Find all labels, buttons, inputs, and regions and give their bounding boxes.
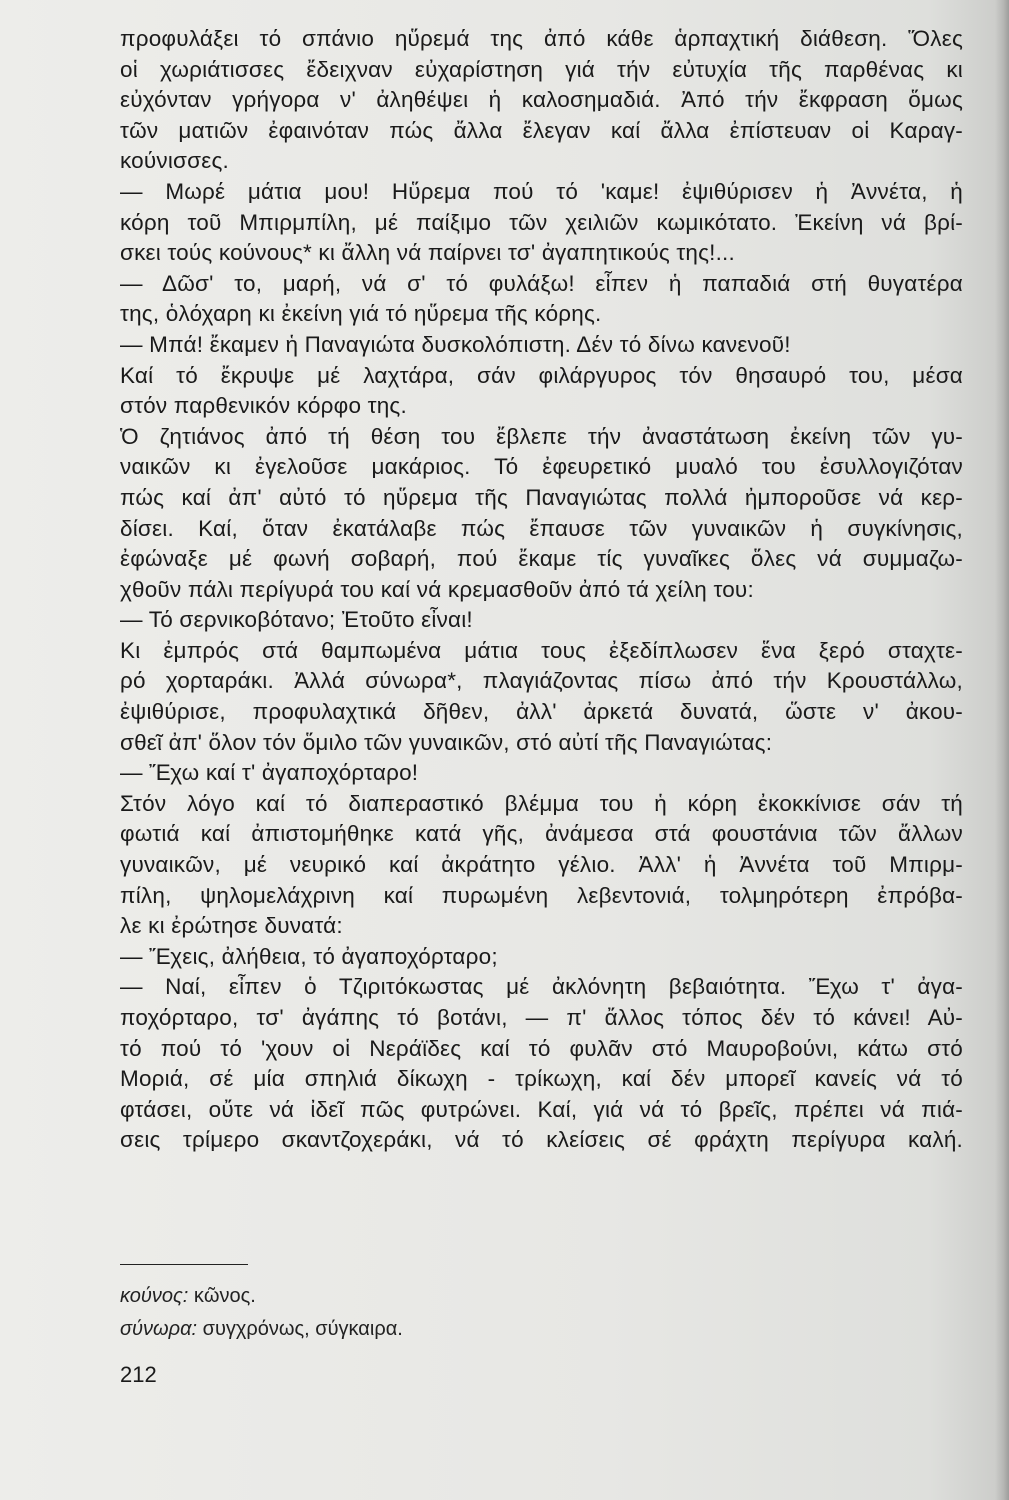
- text-line: — Δῶσ' το, μαρή, νά σ' τό φυλάξω! εἶπεν ἡ παπαδιά στή θυγατέρα: [120, 270, 963, 296]
- text-line: — Ἔχω καί τ' ἀγαποχόρταρο!: [120, 760, 419, 786]
- text-line: — Ἔχεις, ἀλήθεια, τό ἀγαποχόρταρο;: [120, 943, 498, 969]
- text-line: τό πού τό 'χουν οἱ Νεράϊδες καί τό φυλᾶν στό Μαυροβούνι, κάτω στό: [120, 1035, 963, 1061]
- text-line: σεις τρίμερο σκαντζοχεράκι, νά τό κλείσεις σέ φράχτη περίγυρα καλή.: [120, 1127, 963, 1153]
- text-line: γυναικῶν, μέ νευρικό καί ἀκράτητο γέλιο. Ἀλλ' ἡ Ἀννέτα τοῦ Μπιρμ-: [120, 852, 963, 878]
- text-line: — Μωρέ μάτια μου! Ηὕρεμα πού τό 'καμε! ἐψιθύρισεν ἡ Ἀννέτα, ἡ: [120, 178, 963, 204]
- text-line: στόν παρθενικόν κόρφο της.: [120, 393, 407, 419]
- footnotes: [120, 1280, 403, 1346]
- text-line: ρό χορταράκι. Ἀλλά σύνωρα*, πλαγιάζοντας πίσω ἀπό τήν Κρουστάλλω,: [120, 668, 963, 694]
- text-line: κούνισσες.: [120, 148, 229, 174]
- text-line: ἐφώναξε μέ φωνή σοβαρή, πού ἔκαμε τίς γυναῖκες ὅλες νά συμμαζω-: [120, 546, 963, 572]
- text-line: οἱ χωριάτισσες ἔδειχναν εὐχαρίστηση γιά τήν εὐτυχία τῆς παρθένας κι: [120, 56, 963, 82]
- footnote-definition: συγχρόνως, σύγκαιρα.: [202, 1318, 403, 1340]
- footnote-term: κούνος:: [120, 1285, 189, 1307]
- text-line: — Ναί, εἶπεν ὁ Τζιριτόκωστας μέ ἀκλόνητη βεβαιότητα. Ἔχω τ' ἀγα-: [120, 974, 963, 1000]
- text-line: προφυλάξει τό σπάνιο ηὕρεμά της ἀπό κάθε ἁρπαχτική διάθεση. Ὅλες: [120, 26, 963, 51]
- text-line: λε κι ἐρώτησε δυνατά:: [120, 913, 343, 939]
- text-line: τῶν ματιῶν ἐφαινόταν πώς ἄλλα ἔλεγαν καί ἄλλα ἐπίστευαν οἱ Καραγ-: [120, 117, 963, 143]
- text-line: κόρη τοῦ Μπιρμπίλη, μέ παίξιμο τῶν χειλιῶν κωμικότατο. Ἐκείνη νά βρί-: [120, 209, 963, 235]
- text-line: Μοριά, σέ μία σπηλιά δίκωχη - τρίκωχη, καί δέν μπορεῖ κανείς νά τό: [120, 1066, 963, 1092]
- footnote: [120, 1313, 403, 1346]
- footnote: [120, 1280, 403, 1313]
- footnote-definition: κῶνος.: [193, 1285, 256, 1307]
- text-line: πίλη, ψηλομελάχρινη καί πυρωμένη λεβεντονιά, τολμηρότερη ἐπρόβα-: [120, 882, 963, 908]
- footnote-term: σύνωρα:: [120, 1318, 198, 1340]
- text-line: Στόν λόγο καί τό διαπεραστικό βλέμμα του ἡ κόρη ἐκοκκίνισε σάν τή: [120, 790, 963, 816]
- text-line: Κι ἐμπρός στά θαμπωμένα μάτια τους ἐξεδίπλωσεν ἕνα ξερό σταχτε-: [120, 637, 963, 663]
- text-line: πώς καί ἀπ' αὐτό τό ηὕρεμα τῆς Παναγιώτας πολλά ἠμποροῦσε νά κερ-: [120, 484, 963, 510]
- page-edge-shadow: [995, 0, 1009, 1500]
- text-line: ἐψιθύρισε, προφυλαχτικά δῆθεν, ἀλλ' ἀρκετά δυνατά, ὥστε ν' ἀκου-: [120, 699, 963, 725]
- text-line: Ὁ ζητιάνος ἀπό τή θέση του ἔβλεπε τήν ἀναστάτωση ἐκείνη τῶν γυ-: [120, 423, 963, 449]
- text-line: εὐχόνταν γρήγορα ν' ἀληθέψει ἡ καλοσημαδιά. Ἀπό τήν ἔκφραση ὅμως: [120, 87, 963, 113]
- text-line: φωτιά καί ἀπιστομήθηκε κατά γῆς, ἀνάμεσα στά φουστάνια τῶν ἄλλων: [120, 821, 963, 847]
- text-line: ποχόρταρο, τσ' ἀγάπης τό βοτάνι, — π' ἄλλος τόπος δέν τό κάνει! Αὐ-: [120, 1005, 963, 1030]
- text-line: σθεῖ ἀπ' ὅλον τόν ὅμιλο τῶν γυναικῶν, στό αὐτί τῆς Παναγιώτας:: [120, 729, 773, 755]
- text-line: σκει τούς κούνους* κι ἄλλη νά παίρνει τσ' ἀγαπητικούς της!...: [120, 240, 735, 266]
- footnote-divider: [120, 1264, 248, 1265]
- text-line: — Τό σερνικοβότανο; Ἐτοῦτο εἶναι!: [120, 607, 473, 633]
- text-line: ναικῶν κι ἐγελοῦσε μακάριος. Τό ἐφευρετικό μυαλό του ἐσυλλογιζόταν: [120, 454, 963, 480]
- text-line: της, ὁλόχαρη κι ἐκείνη γιά τό ηὕρεμα τῆς κόρης.: [120, 301, 602, 327]
- text-line: φτάσει, οὔτε νά ἰδεῖ πῶς φυτρώνει. Καί, γιά νά τό βρεῖς, πρέπει νά πιά-: [120, 1096, 963, 1122]
- body-text: [120, 24, 963, 1156]
- text-line: — Μπά! ἔκαμεν ἡ Παναγιώτα δυσκολόπιστη. Δέν τό δίνω κανενοῦ!: [120, 331, 791, 357]
- text-line: Καί τό ἔκρυψε μέ λαχτάρα, σάν φιλάργυρος τόν θησαυρό του, μέσα: [120, 362, 963, 388]
- page-number: 212: [120, 1362, 157, 1387]
- text-line: χθοῦν πάλι περίγυρά του καί νά κρεμασθοῦν ἀπό τά χείλη του:: [120, 576, 754, 602]
- text-line: δίσει. Καί, ὅταν ἐκατάλαβε πώς ἔπαυσε τῶν γυναικῶν ἡ συγκίνησις,: [120, 515, 963, 541]
